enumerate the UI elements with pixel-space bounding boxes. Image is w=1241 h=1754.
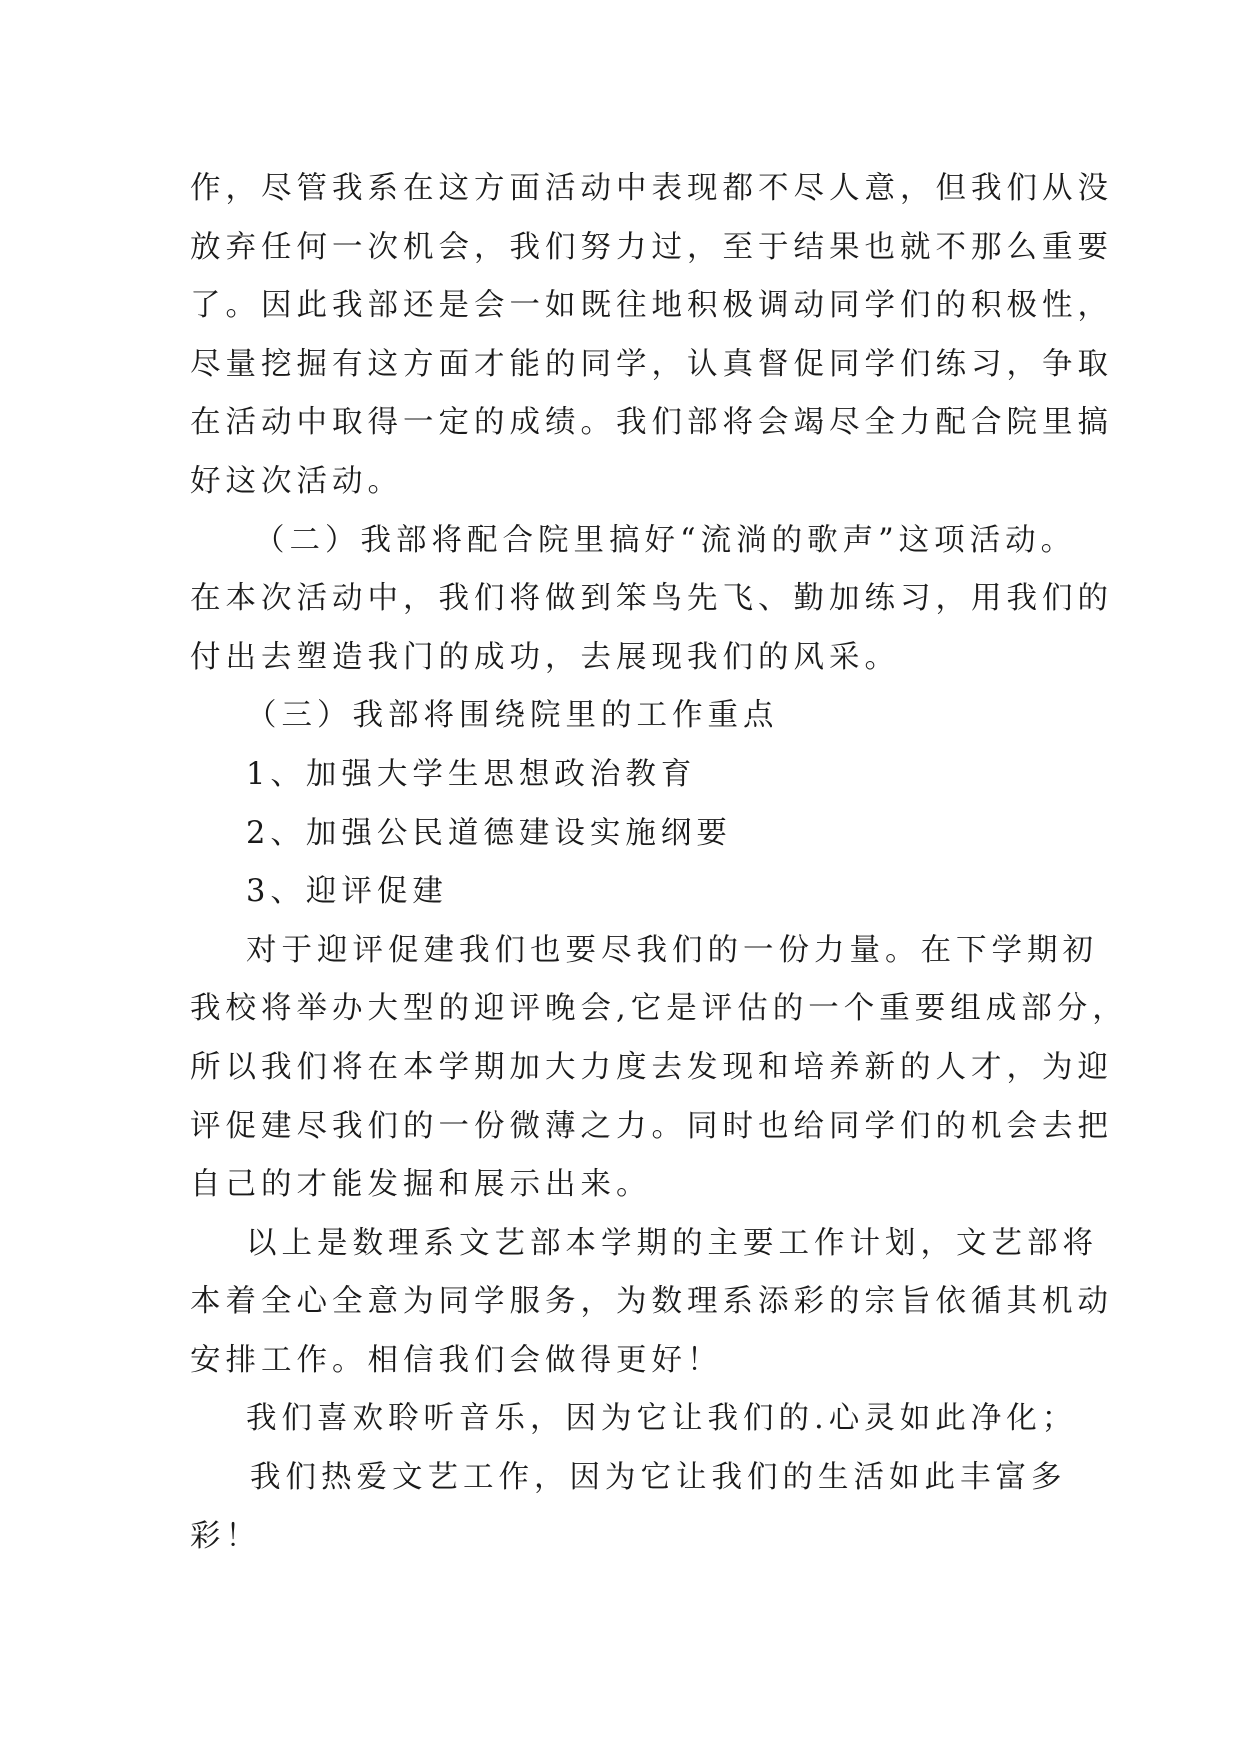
text-line: 我校将举办大型的迎评晚会,它是评估的一个重要组成部分，	[190, 991, 1128, 1027]
paragraph-arts-work	[190, 1449, 1070, 1566]
text-line: 好这次活动。	[190, 463, 403, 499]
text-line: （三）我部将围绕院里的工作重点	[246, 698, 779, 734]
paragraph-music	[190, 1390, 1078, 1449]
text-line: 在本次活动中，我们将做到笨鸟先飞、勤加练习，用我们的	[190, 581, 1113, 617]
list-item-3	[190, 863, 1070, 922]
text-line: 我们热爱文艺工作，因为它让我们的生活如此丰富多	[250, 1460, 1067, 1496]
text-line: 评促建尽我们的一份微薄之力。同时也给同学们的机会去把	[190, 1108, 1113, 1144]
paragraph-activity-summary	[190, 160, 1113, 512]
text-line: 付出去塑造我门的成功，去展现我们的风采。	[190, 639, 900, 675]
text-line: 在活动中取得一定的成绩。我们部将会竭尽全力配合院里搞	[190, 405, 1113, 441]
text-line: （二）我部将配合院里搞好“流淌的歌声”这项活动。	[254, 522, 1077, 558]
paragraph-conclusion	[190, 1215, 1113, 1391]
text-line: 安排工作。相信我们会做得更好！	[190, 1342, 723, 1378]
text-line: 3、迎评促建	[246, 874, 448, 910]
text-line: 了。因此我部还是会一如既往地积极调动同学们的积极性，	[190, 288, 1113, 324]
text-line: 2、加强公民道德建设实施纲要	[246, 815, 732, 851]
text-line: 本着全心全意为同学服务，为数理系添彩的宗旨依循其机动	[190, 1284, 1113, 1320]
text-line: 彩！	[190, 1518, 261, 1554]
text-line: 1、加强大学生思想政治教育	[246, 756, 697, 792]
text-line: 作，尽管我系在这方面活动中表现都不尽人意，但我们从没	[190, 171, 1113, 206]
paragraph-section-three	[190, 687, 1070, 746]
text-line: 自己的才能发掘和展示出来。	[190, 1167, 652, 1203]
text-line: 尽量挖掘有这方面才能的同学，认真督促同学们练习，争取	[190, 346, 1113, 382]
text-line: 放弃任何一次机会，我们努力过，至于结果也就不那么重要	[190, 229, 1113, 265]
list-item-1	[190, 746, 1070, 805]
text-line: 我们喜欢聆听音乐，因为它让我们的.心灵如此净化；	[246, 1401, 1078, 1437]
paragraph-section-two	[190, 512, 1113, 688]
list-item-2	[190, 805, 1070, 864]
text-line: 所以我们将在本学期加大力度去发现和培养新的人才，为迎	[190, 1049, 1113, 1085]
document-body	[190, 160, 1128, 1566]
text-line: 以上是数理系文艺部本学期的主要工作计划，文艺部将	[246, 1225, 1098, 1261]
text-line: 对于迎评促建我们也要尽我们的一份力量。在下学期初	[246, 932, 1098, 968]
paragraph-evaluation	[190, 922, 1128, 1215]
